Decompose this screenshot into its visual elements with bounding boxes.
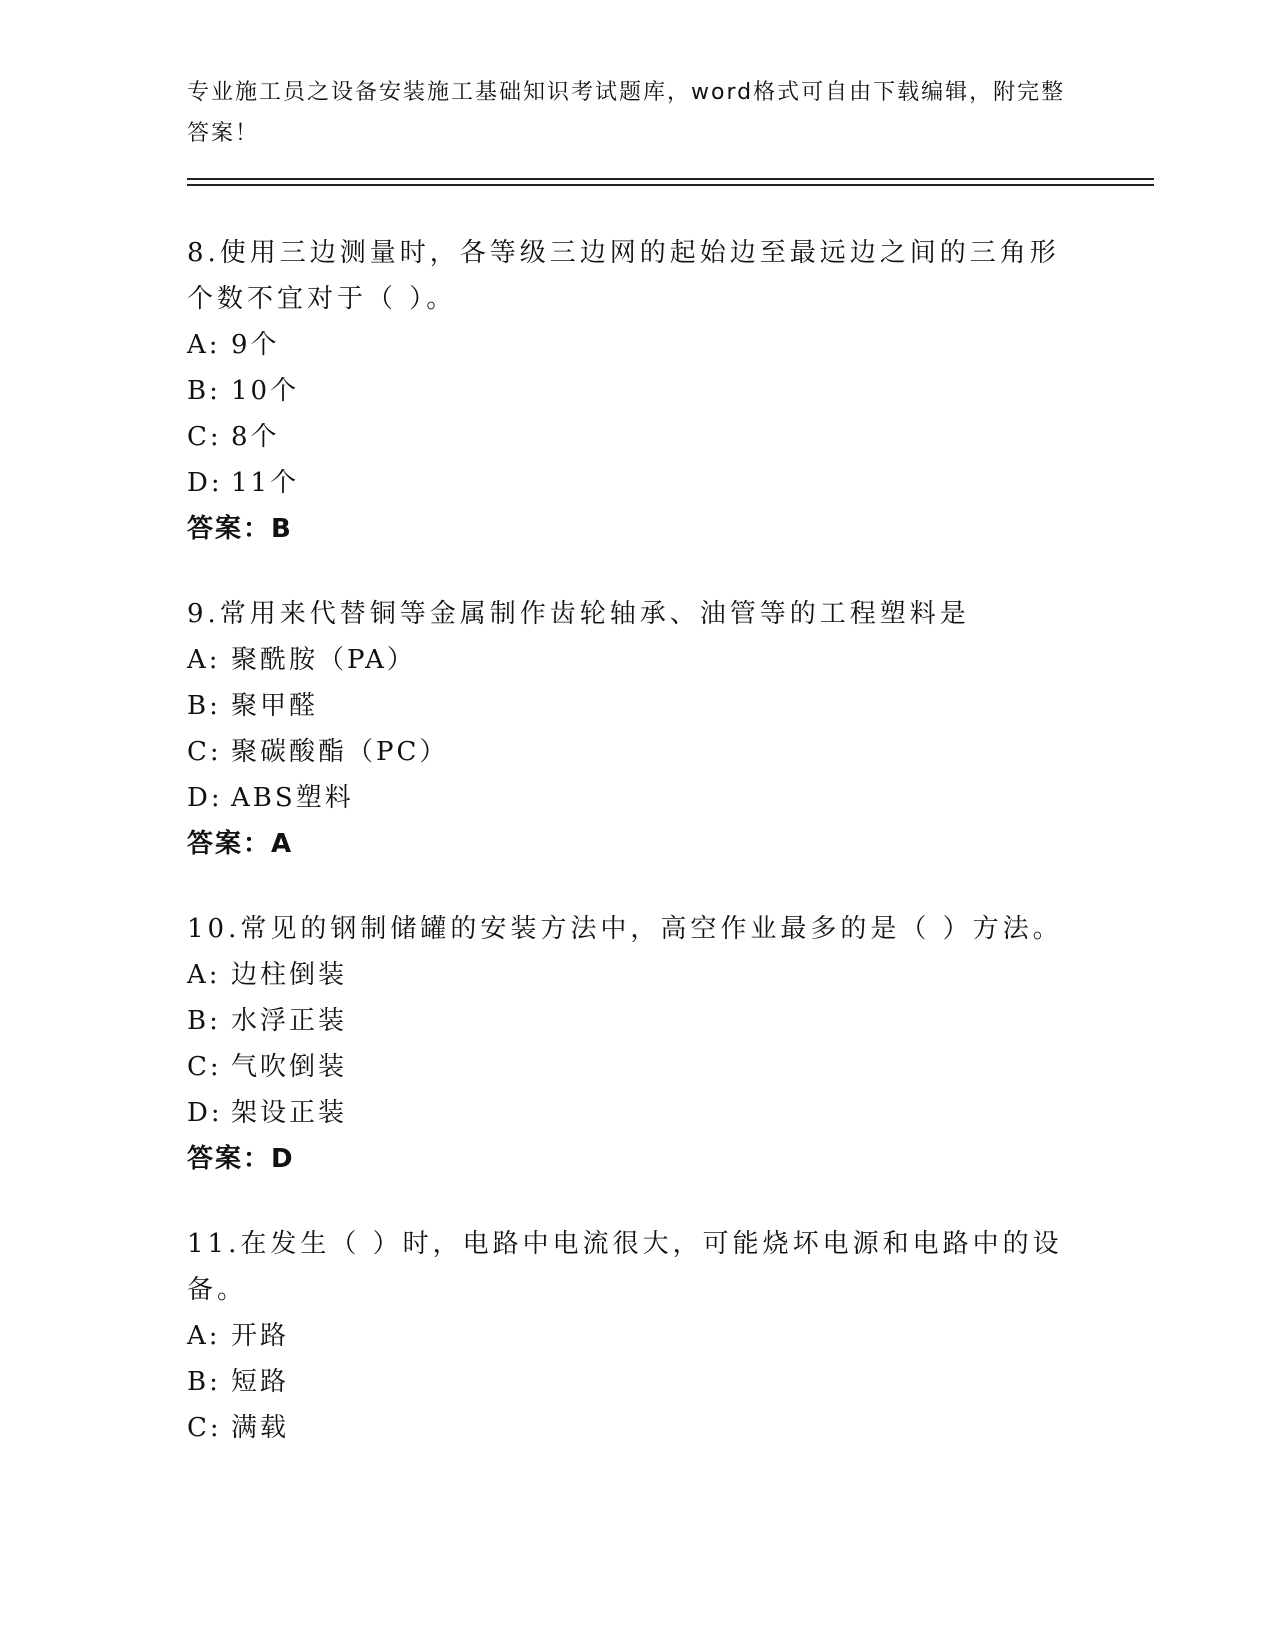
option-b — [187, 683, 1087, 729]
option-key: B: — [187, 1006, 221, 1036]
option-text: 短路 — [231, 1367, 290, 1397]
document-header: 专业施工员之设备安装施工基础知识考试题库，word格式可自由下载编辑，附完整答案！ — [187, 80, 1066, 146]
header-rule-top — [187, 178, 1154, 180]
answer-line: 答案：D — [187, 1144, 295, 1174]
question-stem: 10.常见的钢制储罐的安装方法中，高空作业最多的是（ ）方法。 — [187, 914, 1063, 944]
option-key: A: — [187, 330, 221, 360]
option-c — [187, 1405, 1087, 1451]
question-stem: 11.在发生（ ）时，电路中电流很大，可能烧坏电源和电路中的设备。 — [187, 1229, 1063, 1305]
option-text: 气吹倒装 — [231, 1052, 348, 1082]
option-c — [187, 729, 1087, 775]
option-text: 11个 — [231, 468, 300, 498]
option-d — [187, 775, 1087, 821]
option-key: A: — [187, 645, 221, 675]
option-text: 聚酰胺（PA） — [231, 645, 416, 675]
option-d — [187, 460, 1087, 506]
option-key: B: — [187, 691, 221, 721]
option-c — [187, 1044, 1087, 1090]
option-text: ABS塑料 — [231, 783, 354, 813]
option-key: A: — [187, 960, 221, 990]
header-rule-bottom — [187, 184, 1154, 186]
option-b — [187, 368, 1087, 414]
question-9 — [187, 591, 1087, 867]
option-text: 开路 — [231, 1321, 290, 1351]
option-text: 聚甲醛 — [231, 691, 319, 721]
option-key: D: — [187, 468, 223, 498]
option-a — [187, 322, 1087, 368]
question-8 — [187, 230, 1087, 552]
answer-line: 答案：A — [187, 829, 294, 859]
option-b — [187, 998, 1087, 1044]
option-text: 架设正装 — [231, 1098, 348, 1128]
option-text: 边柱倒装 — [231, 960, 348, 990]
option-text: 水浮正装 — [231, 1006, 348, 1036]
question-stem: 9.常用来代替铜等金属制作齿轮轴承、油管等的工程塑料是 — [187, 599, 970, 629]
option-d — [187, 1090, 1087, 1136]
question-list — [187, 230, 1087, 1490]
option-key: C: — [187, 1052, 222, 1082]
option-key: C: — [187, 422, 222, 452]
option-key: D: — [187, 1098, 223, 1128]
option-b — [187, 1359, 1087, 1405]
option-text: 聚碳酸酯（PC） — [231, 737, 449, 767]
question-11 — [187, 1221, 1087, 1451]
option-text: 满载 — [231, 1413, 290, 1443]
option-a — [187, 637, 1087, 683]
option-key: D: — [187, 783, 223, 813]
option-key: B: — [187, 376, 221, 406]
option-key: B: — [187, 1367, 221, 1397]
option-text: 9个 — [231, 330, 280, 360]
answer-line: 答案：B — [187, 514, 293, 544]
option-key: C: — [187, 737, 222, 767]
option-text: 8个 — [231, 422, 280, 452]
option-text: 10个 — [231, 376, 300, 406]
question-stem: 8.使用三边测量时，各等级三边网的起始边至最远边之间的三角形个数不宜对于（ ）。 — [187, 238, 1060, 314]
question-10 — [187, 906, 1087, 1182]
option-key: A: — [187, 1321, 221, 1351]
option-key: C: — [187, 1413, 222, 1443]
option-a — [187, 952, 1087, 998]
option-c — [187, 414, 1087, 460]
option-a — [187, 1313, 1087, 1359]
